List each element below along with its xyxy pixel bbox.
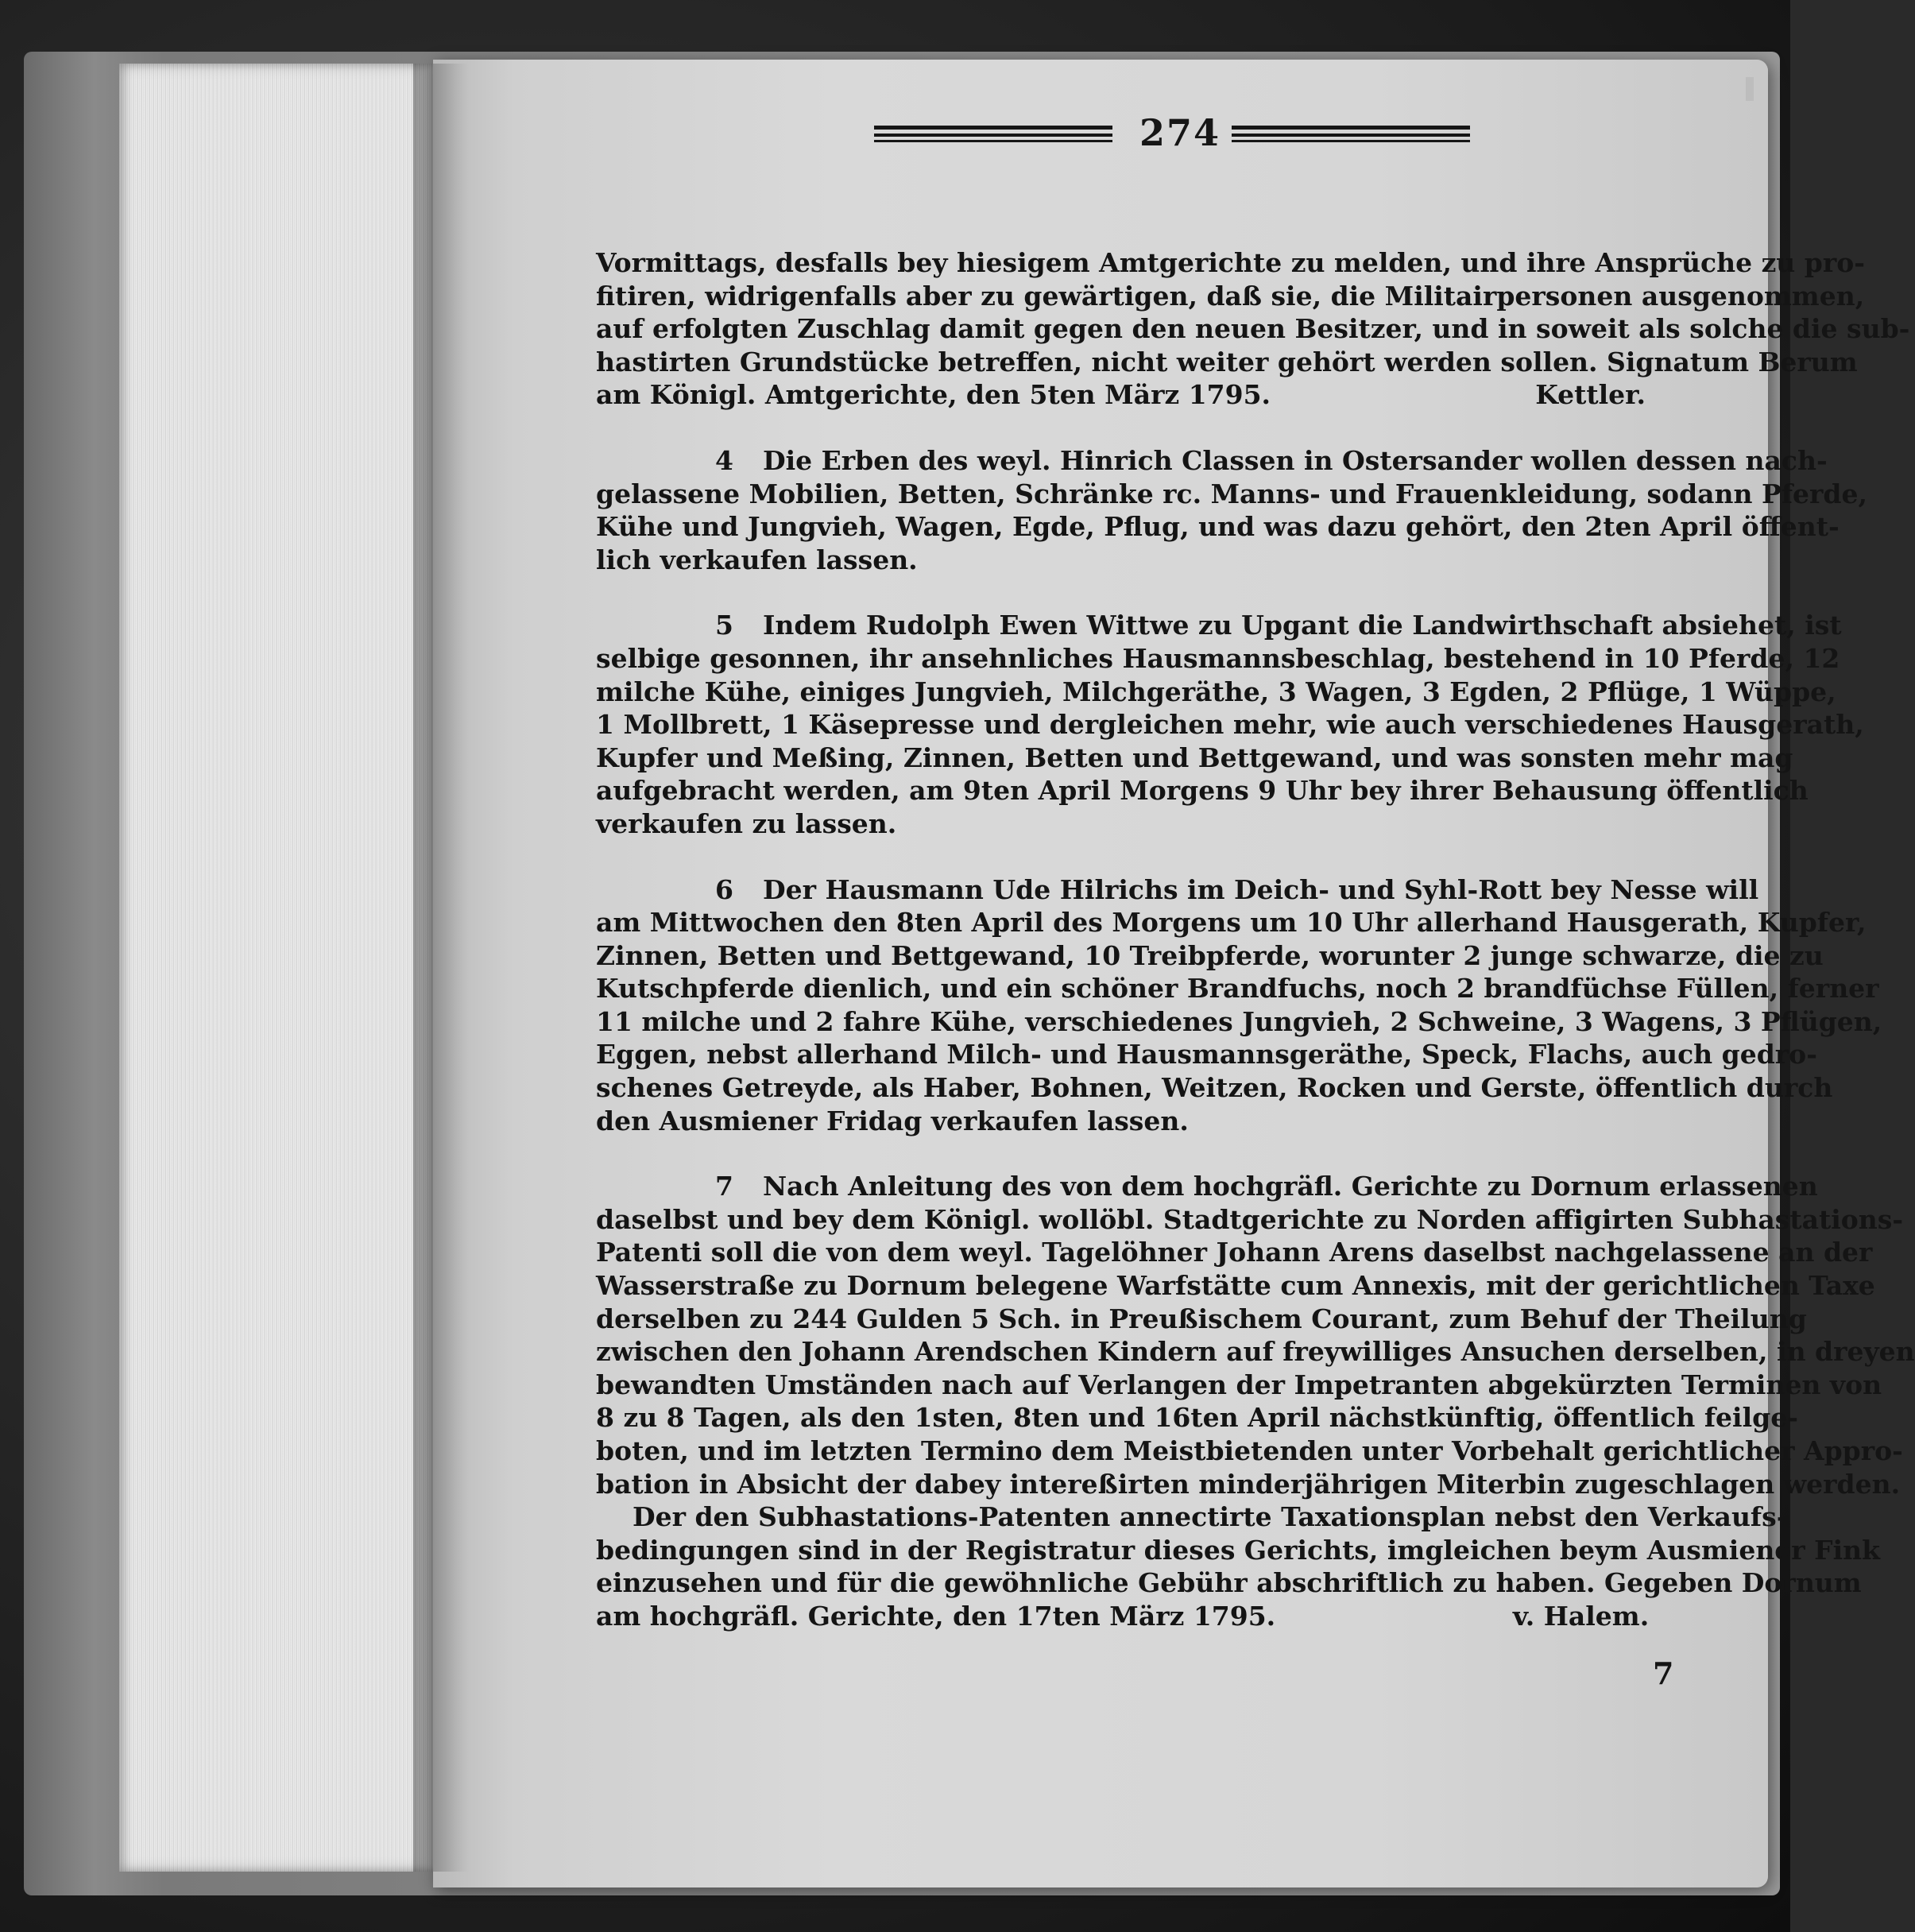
spine-shadow <box>413 64 469 1872</box>
text-line: Wasserstraße zu Dornum belegene Warfstätte cum Annexis, mit der gerichtlichen Taxe <box>596 1270 1875 1302</box>
text-line: aufgebracht werden, am 9ten April Morgens 9 Uhr bey ihrer Behausung öffentlich <box>596 775 1809 807</box>
catchword: 7 <box>1653 1655 1674 1691</box>
text-line: schenes Getreyde, als Haber, Bohnen, Weitzen, Rocken und Gerste, öffentlich durch <box>596 1072 1833 1104</box>
text-line: gelassene Mobilien, Betten, Schränke rc. Manns- und Frauenkleidung, sodann Pferde, <box>596 478 1867 509</box>
text-line: Der den Subhastations-Patenten annectirte Taxationsplan nebst den Verkaufs- <box>596 1501 1788 1533</box>
text-line: selbige gesonnen, ihr ansehnliches Hausmannsbeschlag, bestehend in 10 Pferde, 12 <box>596 642 1840 674</box>
paragraph-number: 6 <box>715 873 733 905</box>
text-line: verkaufen zu lassen. <box>596 807 897 839</box>
paragraph-number: 4 <box>715 444 733 476</box>
text-line: Kühe und Jungvieh, Wagen, Egde, Pflug, und was dazu gehört, den 2ten April öffent- <box>596 511 1840 543</box>
paragraph-4 <box>596 444 1867 576</box>
text-line: 5 Indem Rudolph Ewen Wittwe zu Upgant die Landwirthschaft absiehet, ist <box>715 610 1842 641</box>
text-line: Eggen, nebst allerhand Milch- und Hausmannsgeräthe, Speck, Flachs, auch gedro- <box>596 1039 1817 1071</box>
text-line: 8 zu 8 Tagen, als den 1sten, 8ten und 16ten April nächstkünftig, öffentlich feilge- <box>596 1402 1798 1434</box>
text-line: auf erfolgten Zuschlag damit gegen den neuen Besitzer, und in soweit als solche die sub- <box>596 313 1910 345</box>
paragraph-number: 7 <box>715 1171 733 1202</box>
text-line: am Königl. Amtgerichte, den 5ten März 1795. Kettler. <box>596 379 1646 411</box>
text-line: Zinnen, Betten und Bettgewand, 10 Treibpferde, worunter 2 junge schwarze, die zu <box>596 939 1824 971</box>
text-line: den Ausmiener Fridag verkaufen lassen. <box>596 1105 1189 1136</box>
text-line: Kupfer und Meßing, Zinnen, Betten und Bettgewand, und was sonsten mehr mag <box>596 741 1793 773</box>
text-line: bedingungen sind in der Registratur dieses Gerichts, imgleichen beym Ausmiener Fink <box>596 1534 1881 1566</box>
paragraph-number: 5 <box>715 610 733 641</box>
text-line: am hochgräfl. Gerichte, den 17ten März 1795. v. Halem. <box>596 1600 1650 1632</box>
page-corner-mark <box>1746 77 1754 101</box>
text-line: einzusehen und für die gewöhnliche Gebühr abschriftlich zu haben. Gegeben Dornum <box>596 1567 1862 1599</box>
text-line: bation in Absicht der dabey intereßirten minderjährigen Miterbin zugeschlagen werden. <box>596 1468 1901 1500</box>
text-line: Vormittags, desfalls bey hiesigem Amtgerichte zu melden, und ihre Ansprüche zu pro- <box>596 247 1865 278</box>
header-rule-left <box>874 126 1112 145</box>
text-line: zwischen den Johann Arendschen Kindern auf freywilliges Ansuchen derselben, in dreyen <box>596 1336 1915 1368</box>
text-line: daselbst und bey dem Königl. wollöbl. Stadtgerichte zu Norden affigirten Subhastations- <box>596 1203 1904 1235</box>
text-line: Kutschpferde dienlich, und ein schöner Brandfuchs, noch 2 brandfüchse Füllen, ferner <box>596 973 1879 1005</box>
text-line: milche Kühe, einiges Jungvieh, Milchgeräthe, 3 Wagen, 3 Egden, 2 Pflüge, 1 Wüppe, <box>596 676 1836 707</box>
text-line: boten, und im letzten Termino dem Meistbietenden unter Vorbehalt gerichtlicher Appro- <box>596 1435 1903 1466</box>
text-line: bewandten Umständen nach auf Verlangen der Impetranten abgekürzten Terminen von <box>596 1369 1882 1400</box>
text-line: 11 milche und 2 fahre Kühe, verschiedenes Jungvieh, 2 Schweine, 3 Wagens, 3 Pflügen, <box>596 1005 1882 1037</box>
text-line: 1 Mollbrett, 1 Käsepresse und dergleichen mehr, wie auch verschiedenes Hausgerath, <box>596 709 1864 741</box>
page-number: 274 <box>1139 111 1221 154</box>
page-header <box>429 111 1478 159</box>
text-line: fitiren, widrigenfalls aber zu gewärtigen, daß sie, die Militairpersonen ausgenommen, <box>596 280 1865 312</box>
text-line: 6 Der Hausmann Ude Hilrichs im Deich- und Syhl-Rott bey Nesse will <box>715 873 1759 905</box>
text-line: hastirten Grundstücke betreffen, nicht weiter gehört werden sollen. Signatum Berum <box>596 346 1858 377</box>
paragraph-7 <box>596 1170 1915 1632</box>
text-line: 7 Nach Anleitung des von dem hochgräfl. Gerichte zu Dornum erlassenen <box>715 1171 1818 1202</box>
paragraph-6 <box>596 873 1882 1138</box>
text-line: lich verkaufen lassen. <box>596 544 918 575</box>
page-body <box>596 246 1915 1633</box>
page-edges <box>119 64 437 1872</box>
paragraph-5 <box>596 609 1864 840</box>
text-line: derselben zu 244 Gulden 5 Sch. in Preußischem Courant, zum Behuf der Theilung <box>596 1303 1807 1334</box>
text-line: 4 Die Erben des weyl. Hinrich Classen in Ostersander wollen dessen nach- <box>715 444 1828 476</box>
paragraph-continued <box>596 246 1910 412</box>
text-line: Patenti soll die von dem weyl. Tagelöhner Johann Arens daselbst nachgelassene an der <box>596 1237 1873 1268</box>
header-rule-right <box>1232 126 1470 145</box>
text-line: am Mittwochen den 8ten April des Morgens um 10 Uhr allerhand Hausgerath, Kupfer, <box>596 907 1867 939</box>
